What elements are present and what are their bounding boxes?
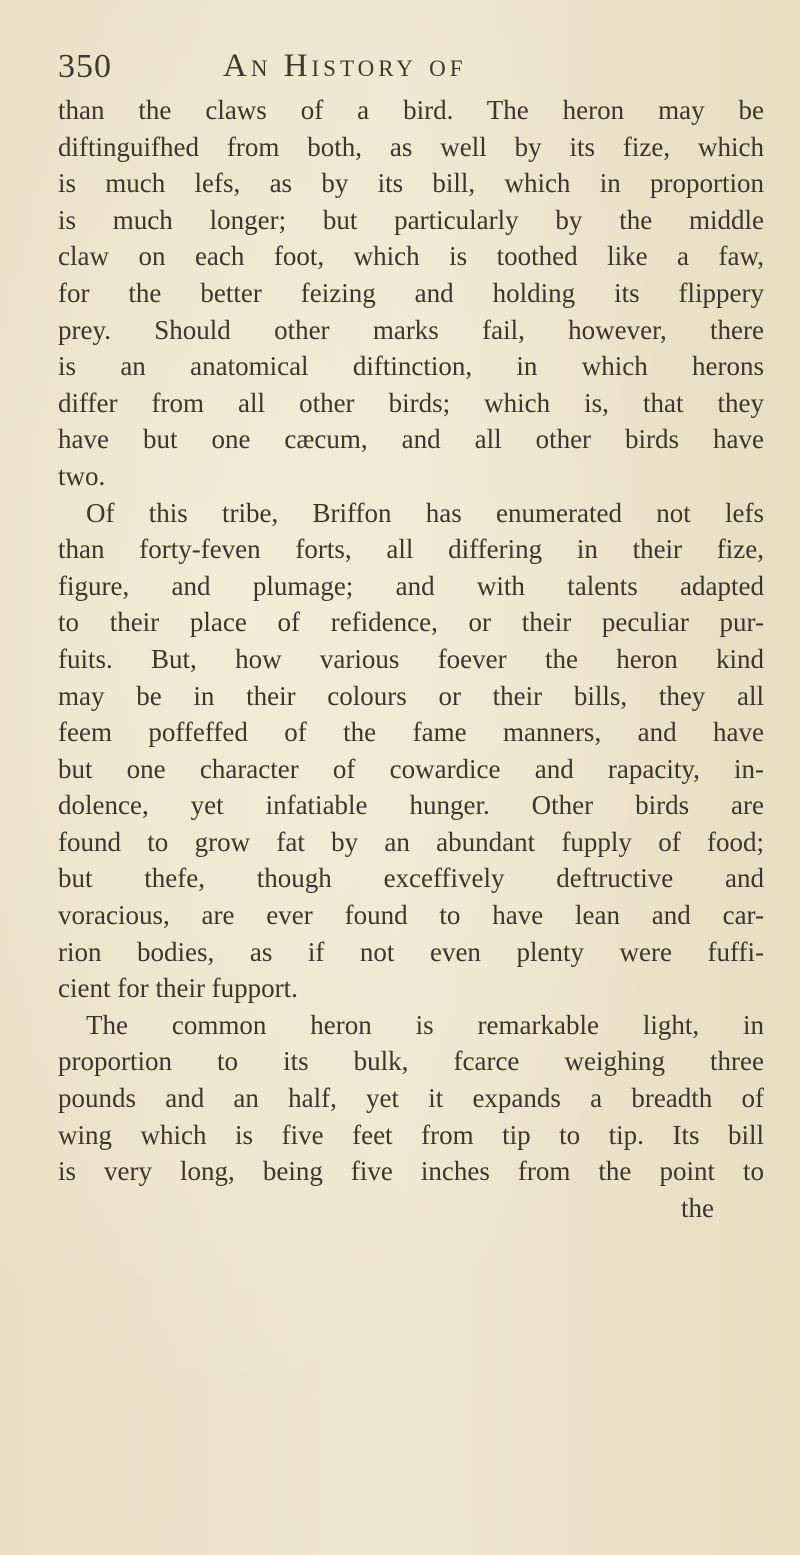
paragraph-start-line: Of this tribe, Briffon has enumerated not lefs (86, 497, 764, 528)
text-line: voracious, are ever found to have lean and car- (58, 900, 764, 931)
text-line: but one character of cowardice and rapacity, in- (58, 753, 764, 784)
text-line: is an anatomical diftinction, in which herons (58, 351, 764, 382)
text-line: feem poffeffed of the fame manners, and have (58, 717, 764, 748)
text-line: diftinguifhed from both, as well by its fize, which (58, 131, 764, 162)
page-header (58, 48, 758, 90)
text-line: rion bodies, as if not even plenty were fuffi- (58, 936, 764, 967)
text-line: is very long, being five inches from the point to (58, 1156, 764, 1187)
text-line: than forty-feven forts, all differing in their fize, (58, 534, 764, 565)
text-line: than the claws of a bird. The heron may be (58, 95, 764, 125)
text-line: proportion to its bulk, fcarce weighing three (58, 1046, 764, 1077)
text-line: is much longer; but particularly by the middle (58, 204, 764, 235)
catchword: the (681, 1192, 714, 1223)
text-line: have but one cæcum, and all other birds have (58, 424, 764, 455)
text-line: to their place of refidence, or their peculiar pur- (58, 607, 764, 638)
text-line: cient for their fupport. (58, 973, 298, 1004)
running-head: An History of (223, 48, 467, 84)
text-line: differ from all other birds; which is, that they (58, 387, 764, 418)
text-line: prey. Should other marks fail, however, there (58, 314, 764, 345)
paragraph-start-line: The common heron is remarkable light, in (86, 1009, 764, 1040)
page-number: 350 (58, 48, 112, 85)
text-line: found to grow fat by an abundant fupply of food; (58, 826, 764, 857)
text-line: claw on each foot, which is toothed like a faw, (58, 241, 764, 272)
body-text (58, 92, 764, 1226)
text-line: figure, and plumage; and with talents adapted (58, 570, 764, 601)
text-line: is much lefs, as by its bill, which in proportion (58, 168, 764, 199)
text-line: for the better feizing and holding its flippery (58, 277, 764, 308)
text-line: but thefe, though exceffively deftructive and (58, 863, 764, 894)
text-line: two. (58, 460, 106, 491)
text-line: dolence, yet infatiable hunger. Other birds are (58, 790, 764, 821)
text-line: wing which is five feet from tip to tip. Its bill (58, 1119, 764, 1150)
text-line: fuits. But, how various foever the heron kind (58, 643, 764, 674)
text-line: pounds and an half, yet it expands a breadth of (58, 1083, 764, 1114)
text-line: may be in their colours or their bills, they all (58, 680, 764, 711)
